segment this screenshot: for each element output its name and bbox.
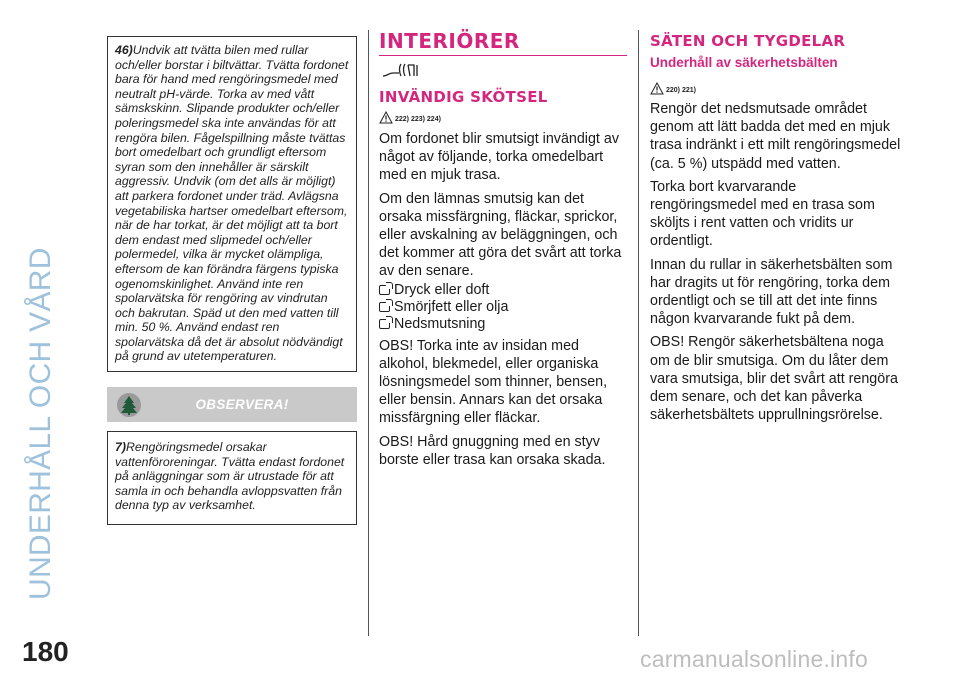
paragraph: Torka bort kvarvarande rengöringsmedel med en trasa som sköljts i rent vatten och vridits ur ordentligt.	[650, 178, 875, 250]
checkbox-bullet-icon	[379, 285, 390, 295]
column-divider-2	[638, 30, 639, 636]
warning-ref: 46)	[115, 43, 133, 57]
section-heading: INTERIÖRER	[379, 30, 627, 56]
sidebar-section-title	[14, 20, 74, 620]
page-number: 180	[22, 636, 69, 667]
warning-triangle-icon	[379, 111, 393, 124]
paragraph: OBS! Hård gnuggning med en styv borste eller trasa kan orsaka skada.	[379, 433, 606, 468]
checkbox-bullet-icon	[379, 319, 390, 329]
warning-refs	[650, 77, 902, 95]
subsection-heading: Underhåll av säkerhetsbälten	[650, 55, 838, 70]
notice-bar	[107, 387, 357, 422]
warning-box	[107, 36, 357, 372]
subsection-heading: INVÄNDIG SKÖTSEL	[379, 88, 548, 106]
section-title-text: UNDERHÅLL OCH VÅRD	[24, 247, 57, 600]
seat-icon	[381, 61, 421, 79]
paragraph: Innan du rullar in säkerhetsbälten som har dragits ut för rengöring, torka dem ordentligt och se till att det inte finns någon kvarvarande fukt på dem.	[650, 256, 893, 328]
warning-text: Undvik att tvätta bilen med rullar och/eller borstar i biltvättar. Tvätta fordonet bara för hand med rengöringsmedel med neutralt pH-värde. Torka av med vått sämskskinn. Slipande produkter och/eller poleringsmedel ska inte användas för att rengöra bilen. Fågelspillning måste tvättas bort omedelbart och grundligt eftersom syran som den innehåller är särskilt aggressiv. Undvik (om det alls är möjligt) att parkera fordonet under träd. Avlägsna vegetabiliska hartser omedelbart eftersom, när de har torkat, är det möjligt att ta bort dem endast med slipmedel och/eller polermedel, vilka är mycket olämpliga, eftersom de kan förändra färgens typiska ogenomskinlighet. Använd inte ren spolarvätska för rengöring av vindrutan och bakrutan. Späd ut den med vatten till min. 50 %. Använd endast ren spolarvätska då det är absolut nödvändigt på grund av utetemperaturen.	[115, 43, 349, 364]
paragraph: Om den lämnas smutsig kan det orsaka missfärgning, fläckar, sprickor, eller avskalning av beläggningen, och det kommer att göra det svårt att torka av den senare.	[379, 190, 622, 280]
list-item-label: Smörjfett eller olja	[394, 298, 509, 315]
paragraph: OBS! Torka inte av insidan med alkohol, blekmedel, eller organiska lösningsmedel som thinner, bensen, eller bensin. Annars kan det orsaka missfärgning eller fläckar.	[379, 337, 608, 427]
watermark: carmanualsonline.info	[640, 646, 868, 672]
column-divider-1	[368, 30, 369, 636]
paragraph: Om fordonet blir smutsigt invändigt av något av följande, torka omedelbart med en mjuk trasa.	[379, 131, 619, 184]
list-item-label: Dryck eller doft	[394, 281, 490, 298]
paragraph: Rengör det nedsmutsade området genom att lätt badda det med en mjuk trasa indränkt i ett milt rengöringsmedel (ca. 5 %) utspädd med vatten.	[650, 101, 901, 172]
middle-column	[379, 30, 627, 474]
warning-refs	[379, 106, 627, 124]
refs-text: 220) 221)	[666, 87, 696, 94]
section-heading: SÄTEN OCH TYGDELAR	[650, 32, 846, 50]
right-column	[650, 30, 902, 429]
notice-box	[107, 431, 357, 525]
list-item	[379, 282, 627, 299]
notice-text: Rengöringsmedel orsakar vattenföroreningar. Tvätta endast fordonet på anläggningar som är utrustade för att samla in och behandla avloppsvatten från denna typ av verksamhet.	[115, 440, 345, 513]
list-item	[379, 316, 627, 333]
list-item-label: Nedsmutsning	[394, 315, 486, 332]
checkbox-bullet-icon	[379, 302, 390, 312]
refs-text: 222) 223) 224)	[395, 116, 441, 123]
warning-triangle-icon	[650, 82, 664, 95]
list-item	[379, 299, 627, 316]
notice-ref: 7)	[115, 440, 126, 454]
notice-label: OBSERVERA!	[195, 397, 289, 412]
paragraph: OBS! Rengör säkerhetsbältena noga om de blir smutsiga. Om du låter dem vara smutsiga, blir det svårt att rengöra dem senare, och det kan påverka säkerhetsbältets upprullningsrörelse.	[650, 334, 898, 424]
